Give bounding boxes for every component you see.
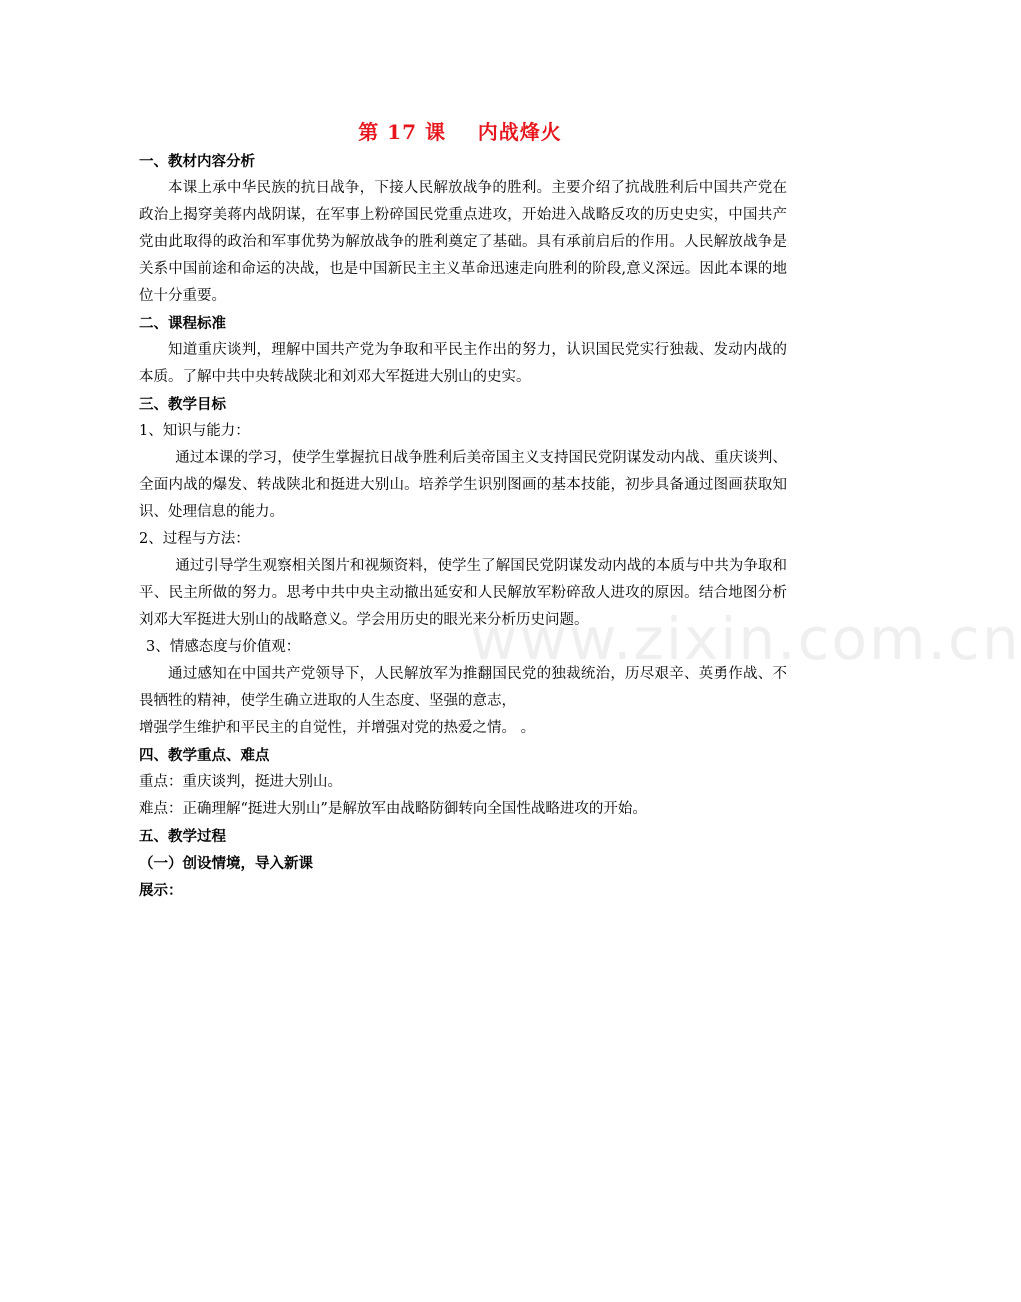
watermark: www.zixin.com.cn — [470, 605, 1021, 673]
paragraph-emotion-values: 通过感知在中国共产党领导下，人民解放军为推翻国民党的独裁统治，历尽艰辛、英勇作战、不畏牺牲的精神，使学生确立进取的人生态度、坚强的意志， — [139, 666, 787, 709]
show-label: 展示： — [139, 882, 183, 899]
paragraph-knowledge-ability: 通过本课的学习，使学生掌握抗日战争胜利后美帝国主义支持国民党阴谋发动内战、重庆谈判、全面内战的爆发、转战陕北和挺进大别山。培养学生识别图画的基本技能，初步具备通过图画获取知识、处理信息的能力。 — [139, 450, 787, 520]
paragraph-process-method: 通过引导学生观察相关图片和视频资料，使学生了解国民党阴谋发动内战的本质与中共为争取和平、民主所做的努力。思考中共中央主动撤出延安和人民解放军粉碎敌人进攻的原因。结合地图分析刘邓大军挺进大别山的战略意义。学会用历史的眼光来分析历史问题。 — [139, 558, 787, 628]
section-heading-teaching-goals: 三、教学目标 — [139, 396, 226, 413]
difficult-point-text: 难点：正确理解“挺进大别山”是解放军由战略防御转向全国性战略进攻的开始。 — [139, 801, 647, 817]
paragraph-emotion-values-continued: 增强学生维护和平民主的自觉性，并增强对党的热爱之情。 。 — [139, 720, 536, 736]
key-point-text: 重点：重庆谈判，挺进大别山。 — [139, 774, 342, 790]
paragraph-curriculum-standard: 知道重庆谈判，理解中国共产党为争取和平民主作出的努力，认识国民党实行独裁、发动内战的本质。了解中共中央转战陕北和刘邓大军挺进大别山的史实。 — [139, 342, 787, 385]
section-heading-teaching-process: 五、教学过程 — [139, 828, 226, 845]
subheading-emotion-values: 3、情感态度与价值观： — [146, 639, 301, 655]
section-heading-textbook-analysis: 一、教材内容分析 — [139, 153, 255, 170]
lesson-title: 第 17 课 内战烽火 — [358, 120, 562, 144]
subheading-knowledge-ability: 1、知识与能力： — [139, 423, 250, 439]
section-heading-key-difficult-points: 四、教学重点、难点 — [139, 747, 270, 764]
section-heading-curriculum-standard: 二、课程标准 — [139, 315, 226, 332]
subheading-process-method: 2、过程与方法： — [139, 531, 250, 547]
paragraph-textbook-analysis: 本课上承中华民族的抗日战争，下接人民解放战争的胜利。主要介绍了抗战胜利后中国共产党在政治上揭穿美蒋内战阴谋，在军事上粉碎国民党重点进攻，开始进入战略反攻的历史史实，中国共产党由此取得的政治和军事优势为解放战争的胜利奠定了基础。具有承前启后的作用。人民解放战争是关系中国前途和命运的决战，也是中国新民主主义革命迅速走向胜利的阶段,意义深远。因此本课的地位十分重要。 — [139, 180, 787, 304]
document-body — [139, 148, 787, 904]
subheading-create-scenario: （一）创设情境，导入新课 — [139, 855, 313, 872]
